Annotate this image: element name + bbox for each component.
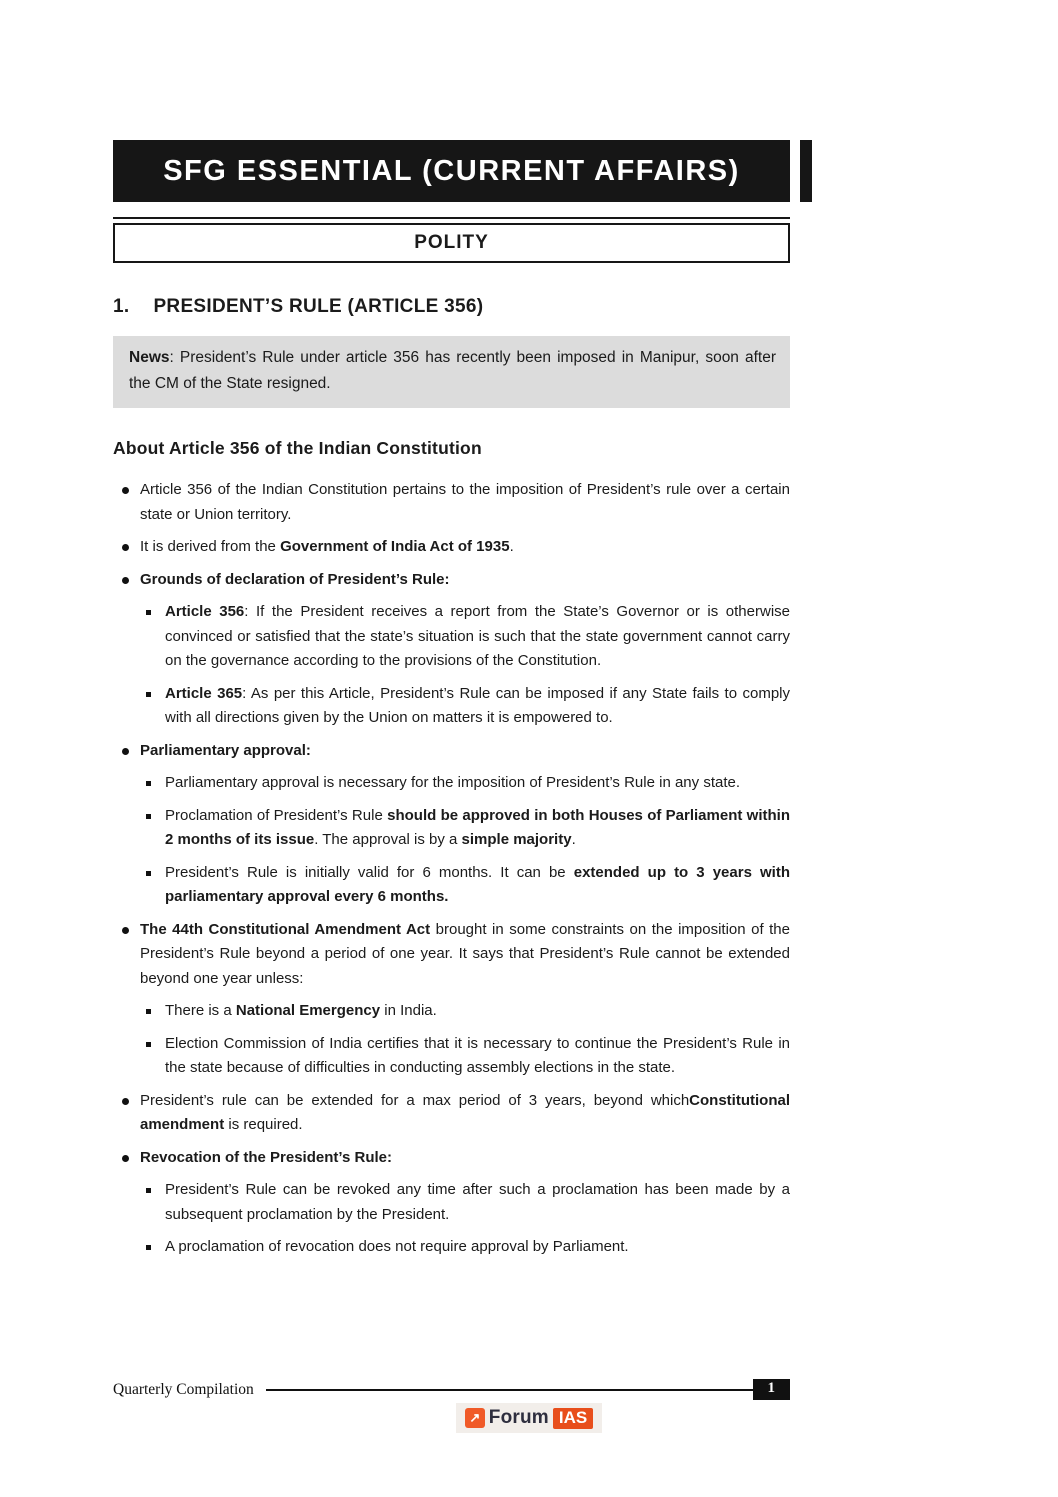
marker-column <box>145 999 165 1024</box>
bullet-dot-icon <box>122 748 129 755</box>
category-label: POLITY <box>414 232 489 253</box>
bullet-dot-icon <box>122 1098 129 1105</box>
bold-text-run: National Emergency <box>235 1002 381 1019</box>
bullet-square-icon <box>146 871 151 876</box>
section-number: 1. <box>113 296 130 317</box>
text-run: President’s Rule can be revoked any time after such a proclamation has been made by a subsequent proclamation by the President. <box>165 1181 790 1223</box>
list-item <box>113 568 790 593</box>
marker-column <box>145 1235 165 1260</box>
bullet-dot-icon <box>122 577 129 584</box>
list-item-text <box>165 1178 790 1227</box>
marker-column <box>145 1032 165 1081</box>
text-run: in India. <box>380 1002 437 1019</box>
bold-text-run: Article 365 <box>165 684 243 702</box>
bullet-square-icon <box>146 814 151 819</box>
list-item <box>145 600 790 674</box>
list-item <box>145 1032 790 1081</box>
list-item-text <box>165 804 790 853</box>
list-item-text <box>140 1146 790 1171</box>
text-run: brought in some constraints on the imposition of the President’s Rule beyond a period of one year. It says that President’s Rule cannot be extended beyond one year unless: <box>140 920 790 987</box>
list-item <box>145 999 790 1024</box>
marker-column <box>113 918 140 992</box>
text-run: . The approval is by a <box>314 831 462 848</box>
bullet-square-icon <box>146 1009 151 1014</box>
bullet-square-icon <box>146 692 151 697</box>
bold-text-run: simple majority <box>461 831 572 848</box>
bold-text-run: Article 356 <box>165 603 245 620</box>
logo-text-ias: IAS <box>553 1408 593 1429</box>
footer-divider-line <box>266 1389 753 1391</box>
list-item-text <box>165 1235 790 1260</box>
banner <box>113 140 790 202</box>
bullet-square-icon <box>146 781 151 786</box>
marker-column <box>145 1178 165 1227</box>
list-item <box>145 682 790 731</box>
list-item-text <box>140 918 790 992</box>
marker-column <box>145 771 165 796</box>
text-run: is required. <box>224 1116 303 1133</box>
text-run: President’s Rule is initially valid for 6 months. It can be <box>165 863 574 881</box>
bullet-square-icon <box>146 1042 151 1047</box>
bullet-square-icon <box>146 1245 151 1250</box>
bold-text-run: Grounds of declaration of President’s Rule: <box>140 570 450 588</box>
list-item-text <box>140 739 790 764</box>
marker-column <box>113 1146 140 1171</box>
bullet-dot-icon <box>122 927 129 934</box>
marker-column <box>113 535 140 560</box>
footer <box>113 1379 790 1400</box>
marker-column <box>145 682 165 731</box>
list-item-text <box>165 861 790 910</box>
list-item <box>145 1235 790 1260</box>
list-item-text <box>165 600 790 674</box>
bullet-square-icon <box>146 1188 151 1193</box>
text-run: : As per this Article, President’s Rule can be imposed if any State fails to comply with all directions given by the Union on matters it is empowered to. <box>165 684 790 726</box>
category-box <box>113 223 790 263</box>
bold-text-run: The 44th Constitutional Amendment Act <box>140 920 431 938</box>
list-item <box>113 478 790 527</box>
text-run: A proclamation of revocation does not require approval by Parliament. <box>165 1238 629 1255</box>
list-item-text <box>140 478 790 527</box>
bold-text-run: News <box>129 349 170 366</box>
marker-column <box>113 1089 140 1138</box>
banner-row <box>113 140 790 202</box>
bold-text-run: Parliamentary approval: <box>140 741 311 759</box>
section-title: PRESIDENT’S RULE (ARTICLE 356) <box>153 296 484 317</box>
list-item-text <box>165 1032 790 1081</box>
bullet-dot-icon <box>122 487 129 494</box>
forumias-logo-inner <box>456 1403 602 1433</box>
list-item <box>145 861 790 910</box>
marker-column <box>145 804 165 853</box>
bold-text-run: Constitutional amendment <box>140 1091 790 1133</box>
list-item <box>113 739 790 764</box>
footer-label: Quarterly Compilation <box>113 1380 254 1398</box>
content-list <box>113 478 790 1260</box>
text-run: Proclamation of President’s Rule <box>165 806 388 824</box>
marker-column <box>145 600 165 674</box>
bullet-square-icon <box>146 610 151 615</box>
list-item-text <box>165 771 790 796</box>
forumias-logo <box>0 1403 1058 1433</box>
list-item <box>145 771 790 796</box>
text-run: . <box>509 538 514 555</box>
about-heading: About Article 356 of the Indian Constitution <box>113 438 482 458</box>
bullet-dot-icon <box>122 544 129 551</box>
list-item-text <box>165 682 790 731</box>
section-heading <box>113 296 790 318</box>
list-item <box>113 1146 790 1171</box>
list-item-text <box>140 568 790 593</box>
text-run: . <box>571 831 576 848</box>
bold-text-run: should be approved in both Houses of Parliament within 2 months of its issue <box>165 806 791 848</box>
bold-text-run: Revocation of the President’s Rule: <box>140 1148 392 1166</box>
bold-text-run: Government of India Act of 1935 <box>280 538 510 555</box>
page-number-badge: 1 <box>753 1379 791 1400</box>
list-item-text <box>140 535 790 560</box>
text-run: Election Commission of India certifies that it is necessary to continue the President’s Rule in the state because of difficulties in conducting assembly elections in the state. <box>165 1034 790 1076</box>
news-text <box>129 345 776 397</box>
banner-title: SFG ESSENTIAL (CURRENT AFFAIRS) <box>163 154 740 187</box>
news-box <box>113 336 790 408</box>
marker-column <box>145 861 165 910</box>
marker-column <box>113 739 140 764</box>
marker-column <box>113 478 140 527</box>
divider-line <box>113 217 790 219</box>
logo-text-forum: Forum <box>488 1407 549 1428</box>
text-run: President’s rule can be extended for a max period of 3 years, beyond which <box>140 1091 690 1109</box>
bullet-dot-icon <box>122 1155 129 1162</box>
text-run: : If the President receives a report from the State’s Governor or is otherwise convinced or satisfied that the state’s situation is such that the state government cannot carry on the governance according to the provisions of the Constitution. <box>165 603 790 669</box>
list-item <box>145 804 790 853</box>
banner-accent-bar <box>800 140 812 202</box>
text-run: There is a <box>165 1002 236 1019</box>
bold-text-run: extended up to 3 years with parliamentary approval every 6 months. <box>165 863 790 905</box>
list-item <box>113 918 790 992</box>
list-item <box>145 1178 790 1227</box>
text-run: Parliamentary approval is necessary for the imposition of President’s Rule in any state. <box>165 774 741 791</box>
marker-column <box>113 568 140 593</box>
text-run: It is derived from the <box>140 538 281 555</box>
list-item-text <box>140 1089 790 1138</box>
logo-arrow-up-right-icon: ↗ <box>465 1408 485 1428</box>
list-item-text <box>165 999 790 1024</box>
list-item <box>113 1089 790 1138</box>
text-run: Article 356 of the Indian Constitution pertains to the imposition of President’s rule over a certain state or Union territory. <box>140 481 790 523</box>
text-run: : President’s Rule under article 356 has recently been imposed in Manipur, soon after the CM of the State resigned. <box>129 349 776 392</box>
list-item <box>113 535 790 560</box>
